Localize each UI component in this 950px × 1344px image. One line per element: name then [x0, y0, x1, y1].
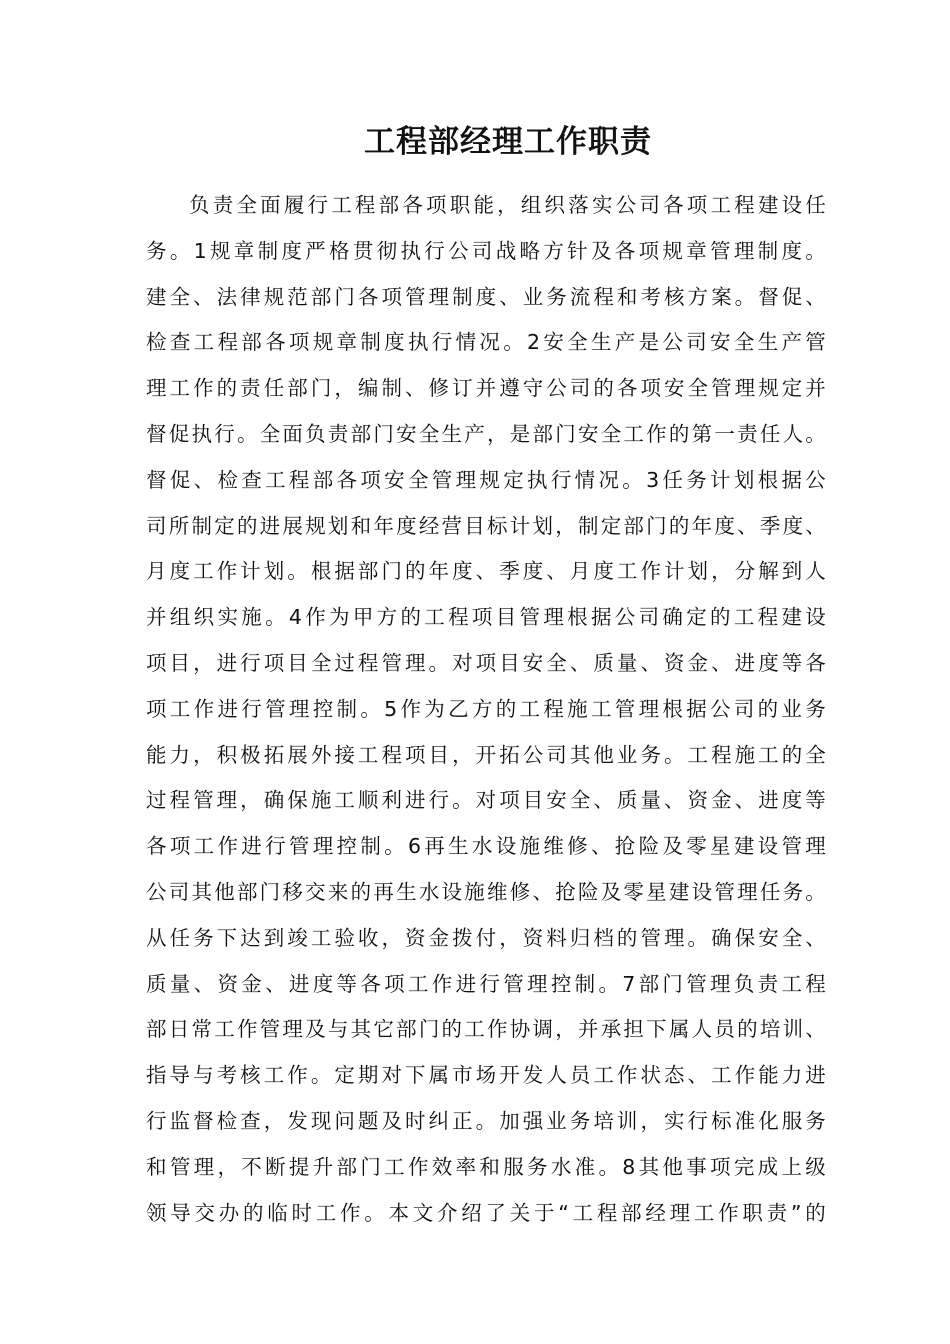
body-line: 公司其他部门移交来的再生水设施维修、抢险及零星建设管理任务。	[146, 879, 826, 904]
body-line: 质量、资金、进度等各项工作进行管理控制。7部门管理负责工程	[146, 971, 826, 996]
body-line: 负责全面履行工程部各项职能，组织落实公司各项工程建设任	[189, 193, 826, 217]
body-line: 项工作进行管理控制。5作为乙方的工程施工管理根据公司的业务	[146, 696, 826, 721]
body-line: 过程管理，确保施工顺利进行。对项目安全、质量、资金、进度等	[146, 788, 826, 813]
body-line: 和管理，不断提升部门工作效率和服务水准。8其他事项完成上级	[146, 1154, 826, 1179]
body-line: 行监督检查，发现问题及时纠正。加强业务培训，实行标准化服务	[146, 1108, 826, 1133]
body-line: 各项工作进行管理控制。6再生水设施维修、抢险及零星建设管理	[146, 834, 826, 859]
body-line: 督促、检查工程部各项安全管理规定执行情况。3任务计划根据公	[146, 467, 826, 492]
document-body	[146, 183, 826, 1236]
body-line: 并组织实施。4作为甲方的工程项目管理根据公司确定的工程建设	[146, 605, 826, 630]
body-line: 指导与考核工作。定期对下属市场开发人员工作状态、工作能力进	[146, 1063, 826, 1088]
body-line: 务。1规章制度严格贯彻执行公司战略方针及各项规章管理制度。	[146, 238, 826, 263]
body-line: 月度工作计划。根据部门的年度、季度、月度工作计划，分解到人	[146, 559, 826, 584]
body-line: 部日常工作管理及与其它部门的工作协调，并承担下属人员的培训、	[146, 1017, 826, 1042]
body-line: 理工作的责任部门，编制、修订并遵守公司的各项安全管理规定并	[146, 376, 826, 401]
body-line: 检查工程部各项规章制度执行情况。2安全生产是公司安全生产管	[146, 330, 826, 355]
body-line: 从任务下达到竣工验收，资金拨付，资料归档的管理。确保安全、	[146, 925, 826, 950]
body-line: 项目，进行项目全过程管理。对项目安全、质量、资金、进度等各	[146, 650, 826, 675]
body-line: 建全、法律规范部门各项管理制度、业务流程和考核方案。督促、	[146, 284, 826, 309]
document-title: 工程部经理工作职责	[364, 124, 652, 160]
body-line: 能力，积极拓展外接工程项目，开拓公司其他业务。工程施工的全	[146, 742, 826, 767]
body-line: 督促执行。全面负责部门安全生产，是部门安全工作的第一责任人。	[146, 421, 826, 446]
body-line: 司所制定的进展规划和年度经营目标计划，制定部门的年度、季度、	[146, 513, 826, 538]
body-line: 领导交办的临时工作。本文介绍了关于“工程部经理工作职责”的	[146, 1200, 826, 1225]
